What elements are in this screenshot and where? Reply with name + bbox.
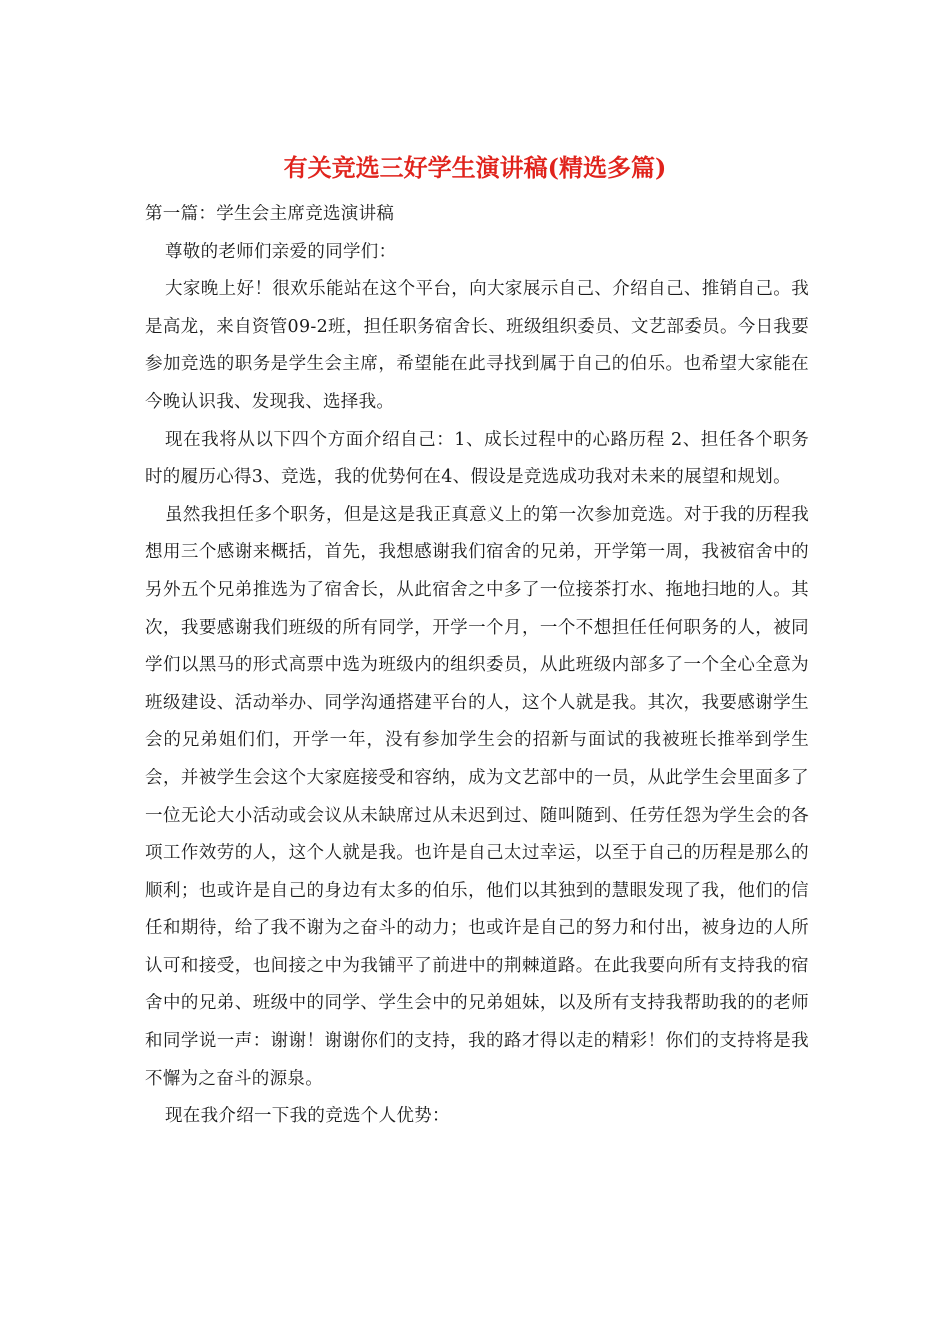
- greeting: 尊敬的老师们亲爱的同学们：: [165, 241, 397, 262]
- paragraph-outline: 现在我将从以下四个方面介绍自己：1、成长过程中的心路历程 2、担任各个职务时的履历心得3、竞选，我的优势何在4、假设是竞选成功我对未来的展望和规划。: [145, 429, 809, 488]
- paragraph-intro: 大家晚上好！很欢乐能站在这个平台，向大家展示自己、介绍自己、推销自己。我是高龙，来自资管09-2班，担任职务宿舍长、班级组织委员、文艺部委员。今日我要参加竞选的职务是学生会主席，希望能在此寻找到属于自己的伯乐。也希望大家能在今晚认识我、发现我、选择我。: [145, 279, 809, 412]
- section-heading: 第一篇：学生会主席竞选演讲稿: [145, 204, 395, 224]
- document-title: 有关竞选三好学生演讲稿(精选多篇): [283, 153, 667, 182]
- document-body: [145, 196, 809, 1136]
- paragraph-history: 虽然我担任多个职务，但是这是我正真意义上的第一次参加竞选。对于我的历程我想用三个感谢来概括，首先，我想感谢我们宿舍的兄弟，开学第一周，我被宿舍中的另外五个兄弟推选为了宿舍长，从此宿舍之中多了一位接茶打水、拖地扫地的人。其次，我要感谢我们班级的所有同学，开学一个月，一个不想担任任何职务的人，被同学们以黑马的形式高票中选为班级内的组织委员，从此班级内部多了一个全心全意为班级建设、活动举办、同学沟通搭建平台的人，这个人就是我。其次，我要感谢学生会的兄弟姐们们，开学一年，没有参加学生会的招新与面试的我被班长推举到学生会，并被学生会这个大家庭接受和容纳，成为文艺部中的一员，从此学生会里面多了一位无论大小活动或会议从未缺席过从未迟到过、随叫随到、任劳任怨为学生会的各项工作效劳的人，这个人就是我。也许是自己太过幸运，以至于自己的历程是那么的顺利；也或许是自己的身边有太多的伯乐，他们以其独到的慧眼发现了我，他们的信任和期待，给了我不谢为之奋斗的动力；也或许是自己的努力和付出，被身边的人所认可和接受，也间接之中为我铺平了前进中的荆棘道路。在此我要向所有支持我的宿舍中的兄弟、班级中的同学、学生会中的兄弟姐妹，以及所有支持我帮助我的的老师和同学说一声：谢谢！谢谢你们的支持，我的路才得以走的精彩！你们的支持将是我不懈为之奋斗的源泉。: [145, 504, 809, 1089]
- paragraph-advantages: 现在我介绍一下我的竞选个人优势：: [165, 1106, 450, 1127]
